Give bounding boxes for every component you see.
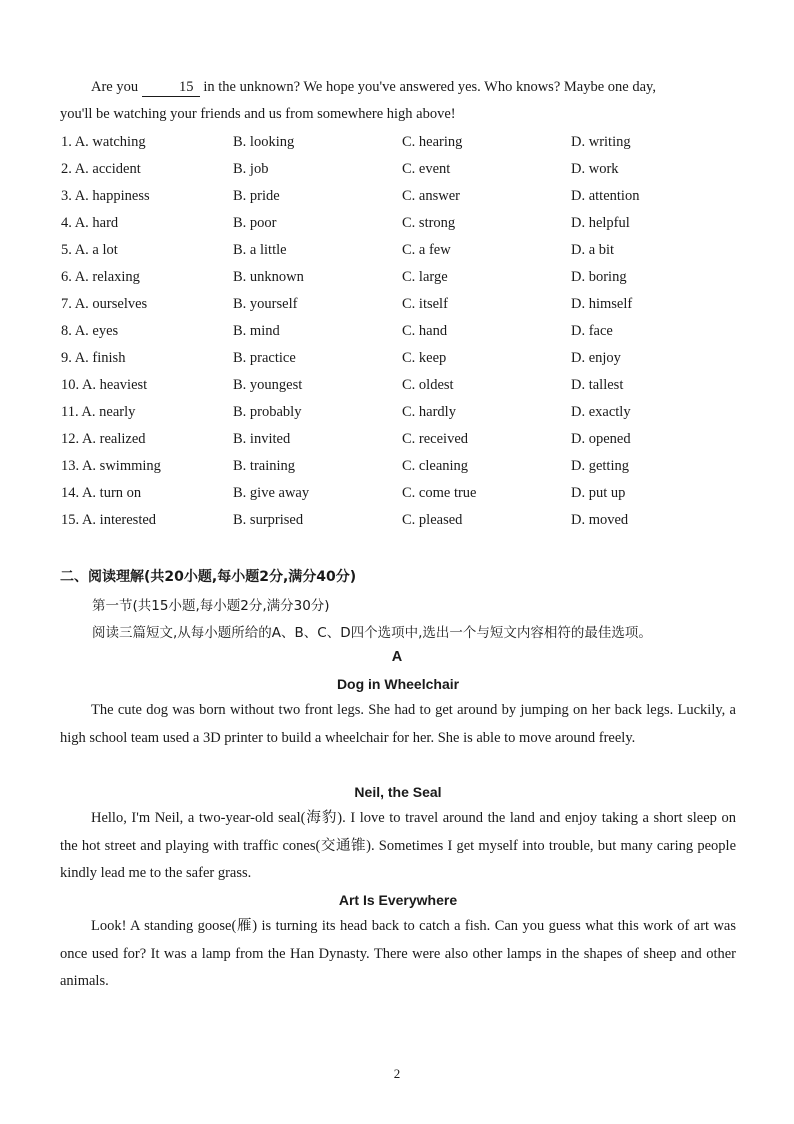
option-a: 15. A. interested <box>61 512 157 528</box>
question-row <box>0 431 794 458</box>
option-c: C. pleased <box>402 512 463 528</box>
option-d: D. face <box>571 323 613 339</box>
option-b: B. training <box>233 458 296 474</box>
option-a: 7. A. ourselves <box>61 296 148 312</box>
question-row <box>0 215 794 242</box>
option-a: 13. A. swimming <box>61 458 161 474</box>
question-row <box>0 269 794 296</box>
option-a: 4. A. hard <box>61 215 119 231</box>
option-b: B. surprised <box>233 512 304 528</box>
question-row <box>0 161 794 188</box>
instructions: 阅读三篇短文,从每小题所给的A、B、C、D四个选项中,选出一个与短文内容相符的最佳选项。 <box>92 625 652 641</box>
option-d: D. attention <box>571 188 640 204</box>
option-c: C. hardly <box>402 404 456 420</box>
passage-title: Dog in Wheelchair <box>336 676 460 692</box>
passage-letter: A <box>391 649 403 665</box>
option-b: B. looking <box>233 134 295 150</box>
option-a: 1. A. watching <box>61 134 146 150</box>
passage-text: Hello, I'm Neil, a two-year-old seal(海豹). I love to travel around the land and enjoy taking a short sleep on the hot street and playing with traffic cones(交通锥). Sometimes I get myself into trouble, but many caring people kindly lead me to the safer grass. <box>60 810 736 881</box>
option-c: C. hand <box>402 323 448 339</box>
question-row <box>0 512 794 539</box>
option-a: 2. A. accident <box>61 161 141 177</box>
option-a: 9. A. finish <box>61 350 126 366</box>
question-row <box>0 188 794 215</box>
option-b: B. yourself <box>233 296 298 312</box>
option-c: C. large <box>402 269 448 285</box>
page-number: 2 <box>393 1066 401 1081</box>
blank-15: 15 <box>142 78 200 97</box>
subsection-heading: 第一节(共15小题,每小题2分,满分30分) <box>92 598 330 614</box>
option-b: B. mind <box>233 323 280 339</box>
option-a: 8. A. eyes <box>61 323 119 339</box>
intro-paragraph <box>60 74 736 128</box>
option-c: C. event <box>402 161 451 177</box>
option-a: 6. A. relaxing <box>61 269 140 285</box>
intro-text-before: Are you <box>91 79 142 95</box>
question-row <box>0 458 794 485</box>
question-row <box>0 485 794 512</box>
question-row <box>0 323 794 350</box>
option-b: B. job <box>233 161 269 177</box>
intro-line-1 <box>60 74 736 101</box>
option-c: C. itself <box>402 296 448 312</box>
section-heading: 二、阅读理解(共20小题,每小题2分,满分40分) <box>60 569 357 585</box>
passage-title: Art Is Everywhere <box>338 892 458 908</box>
option-d: D. tallest <box>571 377 624 393</box>
option-a: 12. A. realized <box>61 431 146 447</box>
option-d: D. exactly <box>571 404 631 420</box>
option-c: C. received <box>402 431 469 447</box>
option-c: C. strong <box>402 215 456 231</box>
option-d: D. helpful <box>571 215 630 231</box>
option-d: D. put up <box>571 485 626 501</box>
question-row <box>0 350 794 377</box>
option-c: C. answer <box>402 188 460 204</box>
option-d: D. a bit <box>571 242 615 258</box>
question-row <box>0 296 794 323</box>
option-a: 14. A. turn on <box>61 485 142 501</box>
option-c: C. come true <box>402 485 477 501</box>
option-d: D. moved <box>571 512 629 528</box>
option-d: D. getting <box>571 458 629 474</box>
option-a: 10. A. heaviest <box>61 377 148 393</box>
option-b: B. invited <box>233 431 291 447</box>
option-c: C. oldest <box>402 377 454 393</box>
option-d: D. work <box>571 161 619 177</box>
intro-line-2: you'll be watching your friends and us from somewhere high above! <box>60 106 456 122</box>
option-d: D. boring <box>571 269 627 285</box>
option-d: D. enjoy <box>571 350 621 366</box>
option-c: C. a few <box>402 242 451 258</box>
passage-text: Look! A standing goose(雁) is turning its head back to catch a fish. Can you guess what this work of art was once used for? It was a lamp from the Han Dynasty. There were also other lamps in the shapes of sheep and other animals. <box>60 918 736 989</box>
option-b: B. probably <box>233 404 302 420</box>
option-d: D. writing <box>571 134 631 150</box>
option-b: B. unknown <box>233 269 304 285</box>
option-b: B. a little <box>233 242 287 258</box>
question-row <box>0 404 794 431</box>
question-row <box>0 377 794 404</box>
intro-text-after: in the unknown? We hope you've answered yes. Who knows? Maybe one day, <box>199 79 656 95</box>
option-c: C. hearing <box>402 134 463 150</box>
option-a: 11. A. nearly <box>61 404 136 420</box>
option-b: B. give away <box>233 485 310 501</box>
option-d: D. himself <box>571 296 633 312</box>
passage-title: Neil, the Seal <box>354 784 442 800</box>
option-b: B. pride <box>233 188 280 204</box>
option-c: C. cleaning <box>402 458 469 474</box>
option-a: 3. A. happiness <box>61 188 150 204</box>
question-row <box>0 242 794 269</box>
option-b: B. practice <box>233 350 296 366</box>
option-a: 5. A. a lot <box>61 242 118 258</box>
option-b: B. youngest <box>233 377 303 393</box>
passage-text: The cute dog was born without two front legs. She had to get around by jumping on her back legs. Luckily, a high school team used a 3D printer to build a wheelchair for her. She is able to move around freely. <box>60 702 736 746</box>
question-row <box>0 134 794 161</box>
option-c: C. keep <box>402 350 447 366</box>
option-b: B. poor <box>233 215 277 231</box>
option-d: D. opened <box>571 431 631 447</box>
